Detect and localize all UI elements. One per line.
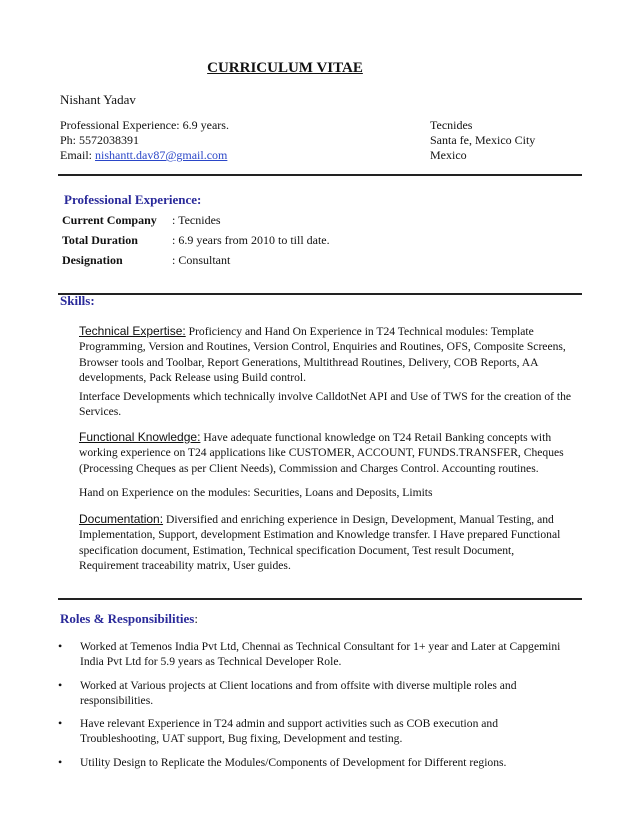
technical-expertise-text: Proficiency and Hand On Experience in T24 Technical modules: Template Programming, Version and Routines, Version Control, Enquiries and Routines, OFS, Composite Screens, Browser tools and Toolbar, Report Generations, Multithread Routines, Delivery, COB Reports, AA developments, Pack Release using Build control. [79, 325, 566, 385]
phone-number: Ph: 5572038391 [60, 133, 140, 147]
experience-row-key: Total Duration [62, 233, 138, 247]
email-label: Email: [60, 148, 92, 162]
bullet-icon: • [58, 639, 63, 653]
documentation-paragraph [79, 512, 574, 574]
contact-left [60, 118, 229, 163]
email-link[interactable]: nishantt.dav87@gmail.com [95, 148, 228, 162]
bullet-icon: • [58, 716, 63, 730]
experience-row-value: : 6.9 years from 2010 to till date. [172, 233, 330, 247]
country: Mexico [430, 148, 467, 162]
role-text: Utility Design to Replicate the Modules/Components of Development for Different regions. [80, 756, 507, 769]
role-text: Worked at Temenos India Pvt Ltd, Chennai as Technical Consultant for 1+ year and Later at Capgemini India Pvt Ltd for 5.9 years as Technical Developer Role. [80, 640, 561, 669]
experience-summary: Professional Experience: 6.9 years. [60, 118, 229, 132]
current-employer: Tecnides [430, 118, 473, 132]
experience-row-value: : Tecnides [172, 213, 221, 227]
divider-1 [58, 174, 582, 176]
skills-heading: Skills: [60, 293, 95, 308]
documentation-label: Documentation: [79, 512, 164, 526]
professional-experience-heading: Professional Experience: [64, 192, 202, 207]
city: Santa fe, Mexico City [430, 133, 536, 147]
email-line [60, 148, 229, 163]
modules-paragraph: Hand on Experience on the modules: Securities, Loans and Deposits, Limits [79, 486, 433, 499]
technical-expertise-paragraph [79, 324, 574, 386]
experience-row-designation [62, 253, 123, 268]
experience-row-company [62, 213, 157, 228]
roles-heading: Roles & Responsibilities [60, 611, 195, 626]
functional-knowledge-paragraph [79, 430, 574, 476]
role-text: Have relevant Experience in T24 admin and support activities such as COB execution and Troubleshooting, UAT support, Bug fixing, Development and testing. [80, 717, 499, 746]
interface-paragraph: Interface Developments which technically involve CalldotNet API and Use of TWS for the creation of the Services. [79, 390, 572, 419]
roles-heading-suffix: : [194, 611, 198, 626]
technical-expertise-label: Technical Expertise: [79, 324, 186, 338]
experience-row-key: Current Company [62, 213, 157, 227]
experience-row-value: : Consultant [172, 253, 231, 267]
document-title: CURRICULUM VITAE [207, 60, 363, 76]
functional-knowledge-text: Have adequate functional knowledge on T24 Retail Banking concepts with working experience on T24 applications like CUSTOMER, ACCOUNT, FUNDS.TRANSFER, Cheques (Processing Cheques as per Client Needs), Commission and Charges Control. Accounting routines. [79, 431, 564, 475]
experience-row-duration [62, 233, 138, 248]
experience-row-key: Designation [62, 253, 123, 267]
candidate-name: Nishant Yadav [60, 92, 136, 107]
bullet-icon: • [58, 755, 63, 769]
documentation-text: Diversified and enriching experience in Design, Development, Manual Testing, and Implementation, Support, development Estimation and Knowledge transfer. I Have prepared Functional specification document, Estimation, Technical specification Document, Test result Document, Requirement traceability matrix, User guides. [79, 513, 561, 573]
role-text: Worked at Various projects at Client locations and from offsite with diverse multiple roles and responsibilities. [80, 679, 517, 708]
functional-knowledge-label: Functional Knowledge: [79, 430, 201, 444]
contact-right [430, 118, 535, 163]
divider-3 [58, 598, 582, 600]
bullet-icon: • [58, 678, 63, 692]
roles-heading-line [60, 611, 198, 627]
divider-2 [58, 293, 582, 295]
